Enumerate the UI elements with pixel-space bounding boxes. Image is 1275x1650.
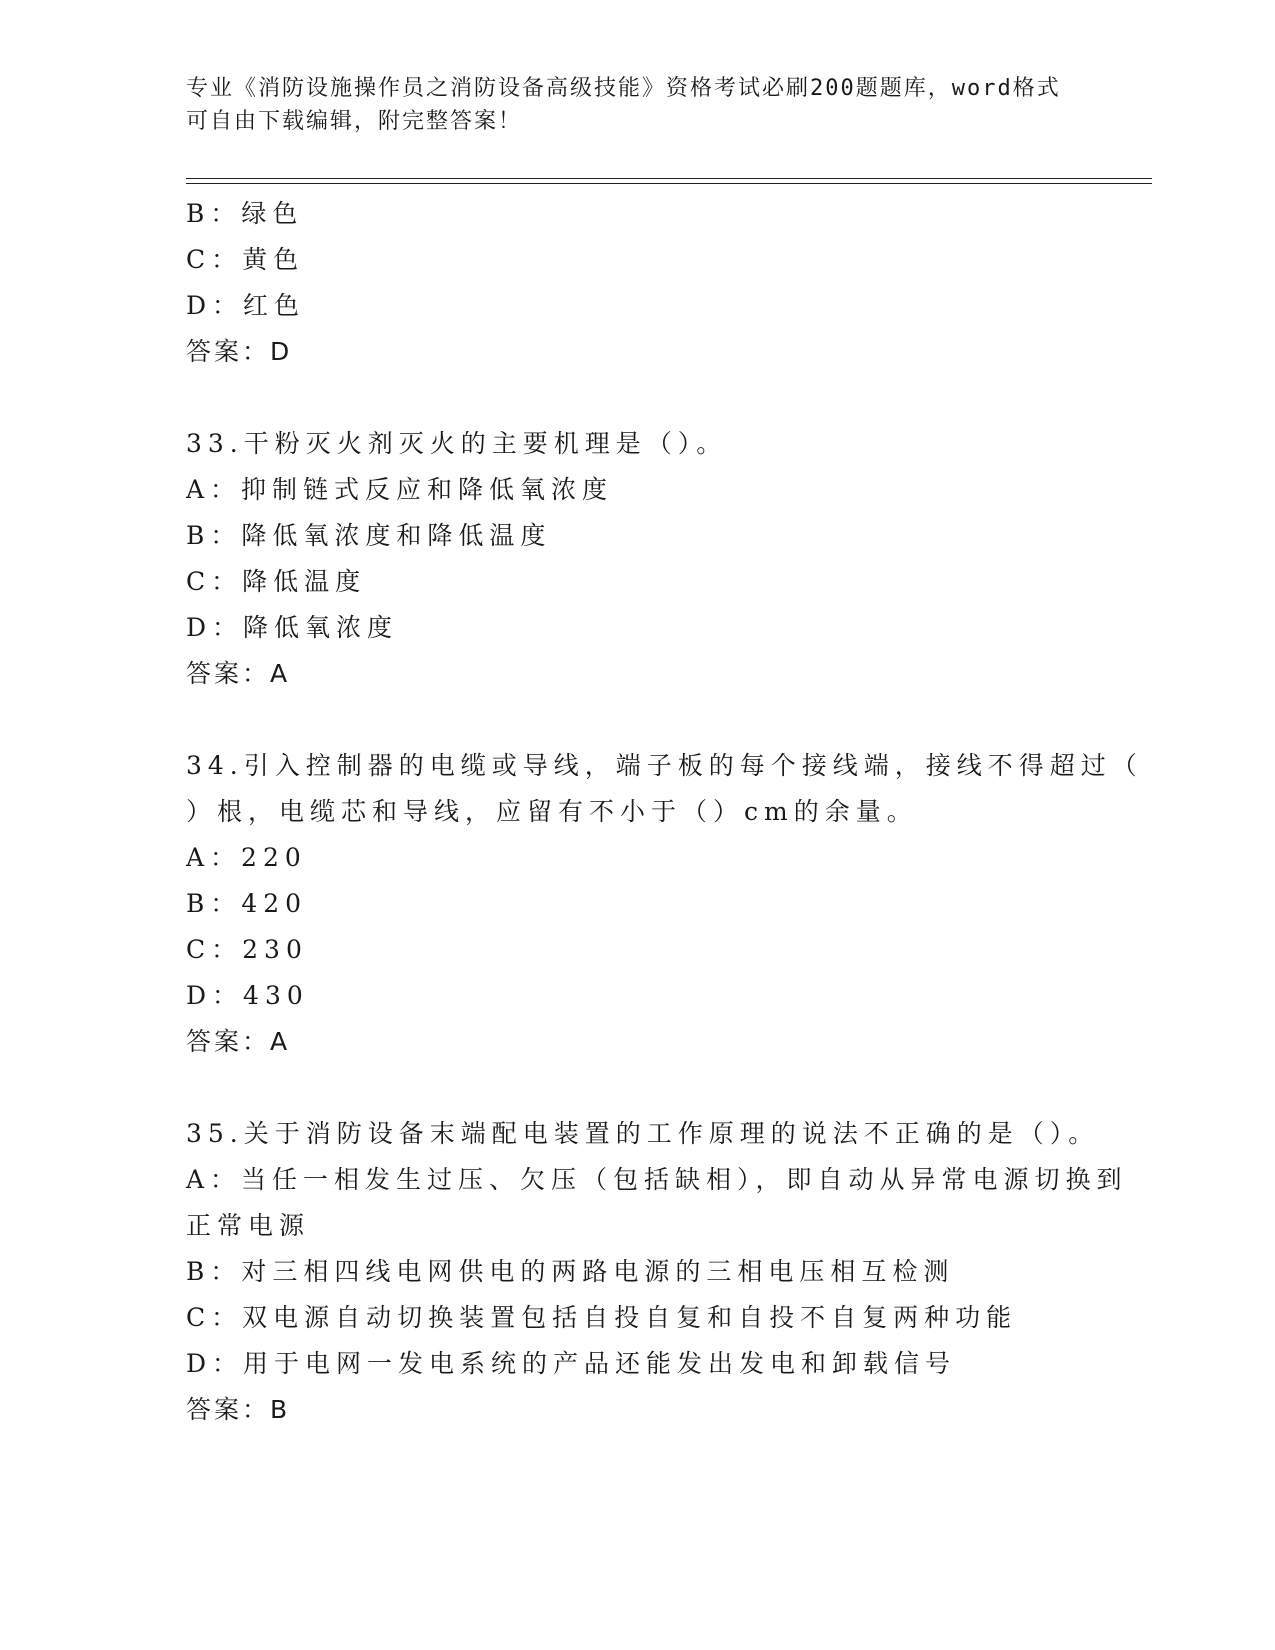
option-c: C：黄色 xyxy=(186,245,305,274)
answer-line: 答案：A xyxy=(186,1027,291,1056)
answer-line: 答案：D xyxy=(186,337,293,366)
option-c: C：双电源自动切换装置包括自投自复和自投不自复两种功能 xyxy=(186,1303,1018,1332)
option-d: D：红色 xyxy=(186,291,306,320)
spacer xyxy=(186,375,1086,421)
option-a: A：抑制链式反应和降低氧浓度 xyxy=(186,475,614,504)
question-34-line2: ）根，电缆芯和导线，应留有不小于（）cm的余量。 xyxy=(186,797,918,826)
question-content xyxy=(186,191,1143,1433)
option-d: D：430 xyxy=(186,981,309,1010)
option-c: C：230 xyxy=(186,935,308,964)
question-35: 35.关于消防设备末端配电装置的工作原理的说法不正确的是（）。 xyxy=(186,1119,1100,1148)
option-c: C：降低温度 xyxy=(186,567,367,596)
option-d: D：用于电网一发电系统的产品还能发出发电和卸载信号 xyxy=(186,1349,957,1378)
page-header: 专业《消防设施操作员之消防设备高级技能》资格考试必刷200题题库，word格式可自由下载编辑，附完整答案！ xyxy=(186,76,1061,134)
question-34-line1: 34.引入控制器的电缆或导线，端子板的每个接线端，接线不得超过（ xyxy=(186,751,1143,780)
question-33: 33.干粉灭火剂灭火的主要机理是（）。 xyxy=(186,429,728,458)
spacer xyxy=(186,697,1086,743)
header-divider-bottom xyxy=(186,183,1152,184)
option-b: B：降低氧浓度和降低温度 xyxy=(186,521,552,550)
header-divider-top xyxy=(186,178,1152,179)
answer-line: 答案：A xyxy=(186,659,291,688)
option-a-line1: A：当任一相发生过压、欠压（包括缺相），即自动从异常电源切换到 xyxy=(186,1165,1128,1194)
option-a-line2: 正常电源 xyxy=(186,1211,311,1240)
answer-line: 答案：B xyxy=(186,1395,291,1424)
option-a: A：220 xyxy=(186,843,307,872)
option-b: B：420 xyxy=(186,889,308,918)
option-d: D：降低氧浓度 xyxy=(186,613,399,642)
option-b: B：绿色 xyxy=(186,199,304,228)
spacer xyxy=(186,1065,1086,1111)
option-b: B：对三相四线电网供电的两路电源的三相电压相互检测 xyxy=(186,1257,955,1286)
